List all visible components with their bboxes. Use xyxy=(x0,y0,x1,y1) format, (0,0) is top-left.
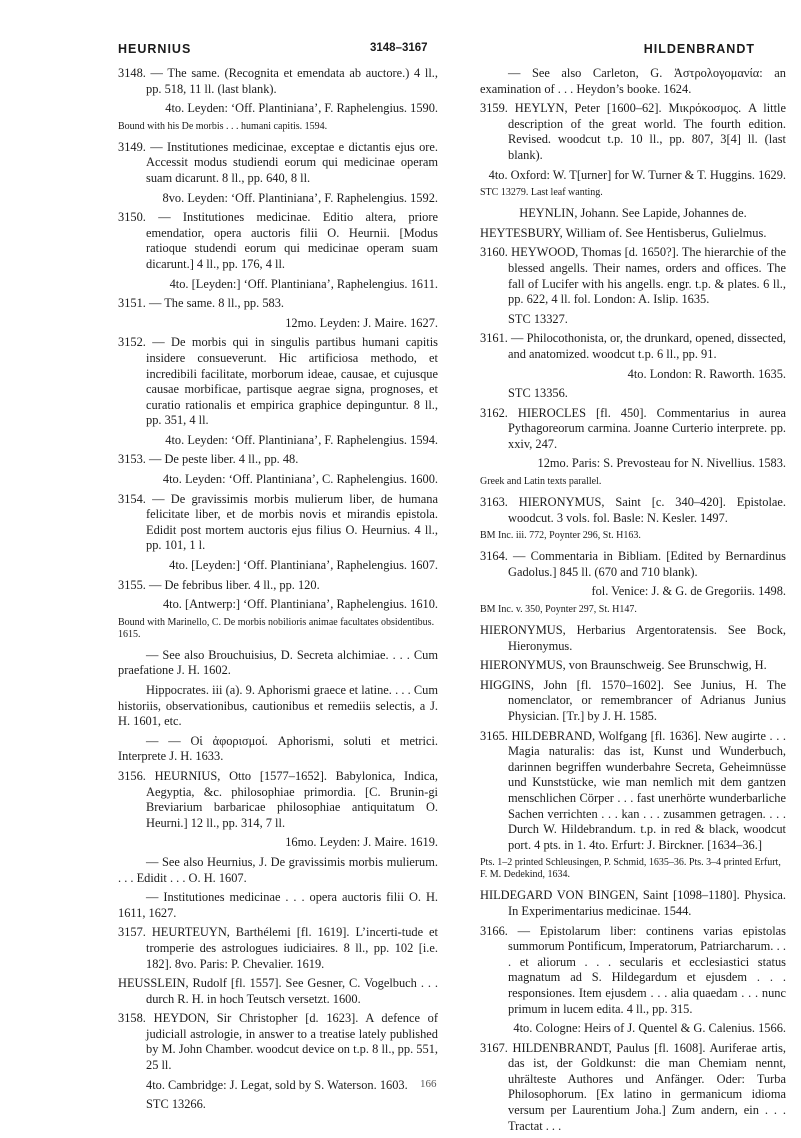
imprint: 4to. [Antwerp:] ‘Off. Plantiniana’, Raphelengius. 1610. xyxy=(162,597,438,612)
entry-3148: 3148. — The same. (Recognita et emendata ab auctore.) 4 ll., pp. 518, 11 ll. (last blank). xyxy=(118,66,438,96)
entry-3149: 3149. — Institutiones medicinae, exceptae e dictantis ejus ore. Accessit modus studiendi eorum qui medicinae operam suam dicarunt. 8 ll., pp. 640, 8 ll. xyxy=(118,139,438,185)
heading-higgins: HIGGINS, John [fl. 1570–1602]. See Junius, H. The nomenclator, or remembrancer of Adrianus Junius Physician. [Tr.] by J. H. 1585. xyxy=(480,677,786,723)
entry-3162: 3162. HIEROCLES [fl. 450]. Commentarius in aurea Pythagoreorum carmina. Joanne Curterio interprete. pp. xxiv, 247. xyxy=(480,405,786,451)
entry-3153: 3153. — De peste liber. 4 ll., pp. 48. xyxy=(118,452,299,467)
imprint: 4to. Leyden: ‘Off. Plantiniana’, C. Raphelengius. 1600. xyxy=(162,472,438,487)
entry-3161: 3161. — Philocothonista, or, the drunkard, opened, dissected, and anatomized. woodcut t.p. 6 ll., pp. 91. xyxy=(480,331,786,361)
entry-3154: 3154. — De gravissimis morbis mulierum liber, de humana felicitate liber, et de morbis novis et mirandis epistola. Edidit post mortem auctoris ejus filius O. Heurnius. 4 ll., pp. 101, 1 l. xyxy=(118,491,438,553)
entry-3167: 3167. HILDENBRANDT, Paulus [fl. 1608]. Auriferae artis, das ist, der Goldkunst: die man Chemiam nennt, uhrälteste Authores und Anfänger. Oder: Turba Philosophorum. [Ex latino in germanicum idioma versum per Laurentium Joha.] Zum andern, ein . . . Tractat . . . xyxy=(480,1040,786,1133)
entry-3166: 3166. — Epistolarum liber: continens varias epistolas summorum Pontificum, Imperatorum, Patriarcharum. . . . et aliorum . . . secularis et ecclesiastici status magnatum ad S. Hildegardum et ejusdem . . . responsiones. Item ejusdem . . . alia quaedam . . . nunc primum in lucem edita. 4 ll., pp. 315. xyxy=(480,923,786,1016)
heading-heynlin: HEYNLIN, Johann. See Lapide, Johannes de. xyxy=(519,206,747,221)
left-column xyxy=(118,66,438,1117)
cross-reference: — See also Brouchuisius, D. Secreta alchimiae. . . . Cum praefatione J. H. 1602. xyxy=(118,647,438,678)
entry-3160: 3160. HEYWOOD, Thomas [d. 1650?]. The hierarchie of the blessed angells. Their names, orders and offices. The fall of Lucifer with his angells. engr. t.p. & plates. 6 ll., pp. 622, 4 ll. fol. London: A. Islip. 1635. xyxy=(480,245,786,307)
imprint: 12mo. Paris: S. Prevosteau for N. Nivellius. 1583. xyxy=(537,456,786,471)
right-column xyxy=(480,66,786,1138)
heading-hieronymus-herbarius: HIERONYMUS, Herbarius Argentoratensis. See Bock, Hieronymus. xyxy=(480,623,786,653)
imprint: 4to. London: R. Raworth. 1635. xyxy=(627,366,786,381)
cross-reference: — — Οἱ ἀφορισμοί. Aphorismi, soluti et metrici. Interprete J. H. 1633. xyxy=(118,733,438,764)
imprint: 4to. Cologne: Heirs of J. Quentel & G. Calenius. 1566. xyxy=(513,1021,786,1036)
header-right: HILDENBRANDT xyxy=(643,42,755,56)
imprint: 16mo. Leyden: J. Maire. 1619. xyxy=(285,835,438,850)
heading-heytesbury: HEYTESBURY, William of. See Hentisberus, Gulielmus. xyxy=(480,225,767,240)
cross-reference: Hippocrates. iii (a). 9. Aphorismi graece et latine. . . . Cum historiis, observationibus, cautionibus et remediis selectis, a J. H. 1601, etc. xyxy=(118,683,438,729)
heading-hildegard: HILDEGARD VON BINGEN, Saint [1098–1180]. Physica. In Experimentarius medicinae. 1544. xyxy=(480,888,786,918)
note: Bound with his De morbis . . . humani capitis. 1594. xyxy=(118,120,328,132)
imprint: 12mo. Leyden: J. Maire. 1627. xyxy=(285,315,438,330)
entry-3158: 3158. HEYDON, Sir Christopher [d. 1623]. A defence of judiciall astrologie, in answer to a treatise lately published by M. John Chamber. woodcut device on t.p. 8 ll., pp. 551, 25 ll. xyxy=(118,1011,438,1073)
imprint: 4to. Oxford: W. T[urner] for W. Turner & T. Huggins. 1629. xyxy=(488,167,786,182)
entry-3164: 3164. — Commentaria in Bibliam. [Edited by Bernardinus Gadolus.] 845 ll. (670 and 710 blank). xyxy=(480,549,786,579)
header-left: HEURNIUS xyxy=(118,42,192,56)
entry-3165: 3165. HILDEBRAND, Wolfgang [fl. 1636]. New augirte . . . Magia naturalis: das ist, Kunst und Wunderbuch, darinnen begriffen wunderbahre Secreta, Geheimnüsse und Kunststücke, wie man nemlich mit dem gantzen menschlichen Cörper . . . fast unerhörte wunderbarliche Sachen verrichten . . . kan . . . zusammen getragen. . . . Durch W. Hildebrandum. t.p. in red & black, woodcut port. 4 pts. in 1. 4to. Erfurt: J. Birckner. [1634–36.] xyxy=(480,728,786,852)
imprint: 4to. Leyden: ‘Off. Plantiniana’, F. Raphelengius. 1594. xyxy=(165,432,438,447)
entry-3150: 3150. — Institutiones medicinae. Editio altera, priore emendatior, opera auctoris filii O. Heurnii. [Modus ratioque studendi eorum qui medicinae operam suam dicarunt.] 4 ll., pp. 176, 4 ll. xyxy=(118,210,438,271)
entry-3155: 3155. — De febribus liber. 4 ll., pp. 120. xyxy=(118,577,320,592)
running-header xyxy=(118,42,755,64)
entry-3157: 3157. HEURTEUYN, Barthélemi [fl. 1619]. L’incerti-tude et tromperie des astrologues iudiciaires. 8 ll., pp. 102 [i.e. 182]. 8vo. Paris: P. Chevalier. 1619. xyxy=(118,925,438,971)
page-number: 166 xyxy=(420,1078,437,1090)
stc-number: STC 13327. xyxy=(508,311,568,326)
entry-3152: 3152. — De morbis qui in singulis partibus humani capitis insidere consueverunt. Hic artificiosa methodo, et incredibili facilitate, morborum ideae, causae, et cujusque causae morbificae, partisque aegrae signa, prognoses, et curatio rationalis et empirica graphice depinguntur. 8 ll., pp. 351, 4 ll. xyxy=(118,335,438,428)
imprint: 4to. [Leyden:] ‘Off. Plantiniana’, Raphelengius. 1607. xyxy=(169,558,438,573)
heading-heusslein: HEUSSLEIN, Rudolf [fl. 1557]. See Gesner, C. Vogelbuch . . . durch R. H. in hoch Teutsch versetzt. 1600. xyxy=(118,976,438,1006)
imprint: 4to. Cambridge: J. Legat, sold by S. Waterson. 1603. xyxy=(146,1077,408,1092)
stc-number: STC 13356. xyxy=(508,386,568,401)
imprint: fol. Venice: J. & G. de Gregoriis. 1498. xyxy=(591,584,786,599)
note: STC 13279. Last leaf wanting. xyxy=(480,187,603,199)
note: BM Inc. v. 350, Poynter 297, St. H147. xyxy=(480,604,637,616)
note: Bound with Marinello, C. De morbis nobilioris animae facultates obsidentibus. 1615. xyxy=(118,616,435,640)
note: Pts. 1–2 printed Schleusingen, P. Schmid, 1635–36. Pts. 3–4 printed Erfurt, F. M. Dedekind, 1634. xyxy=(480,857,781,881)
stc-number: STC 13266. xyxy=(146,1097,206,1112)
entry-3156: 3156. HEURNIUS, Otto [1577–1652]. Babylonica, Indica, Aegyptia, &c. philosophiae primordia. [C. Brunin-gi Breviarium barbaricae philosophiae antiquitatum O. Heurni.] 12 ll., pp. 314, 7 ll. xyxy=(118,768,438,830)
heading-hieronymus-braunschweig: HIERONYMUS, von Braunschweig. See Brunschwig, H. xyxy=(480,658,767,673)
entry-3151: 3151. — The same. 8 ll., pp. 583. xyxy=(118,296,284,311)
cross-reference: — See also Carleton, G. Ἀστρολογομανία: an examination of . . . Heydon’s booke. 1624. xyxy=(480,66,786,96)
header-center: 3148–3167 xyxy=(370,42,428,54)
note: BM Inc. iii. 772, Poynter 296, St. H163. xyxy=(480,530,641,542)
cross-reference: — Institutiones medicinae . . . opera auctoris filii O. H. 1611, 1627. xyxy=(118,890,438,920)
note: Greek and Latin texts parallel. xyxy=(480,476,602,488)
imprint: 8vo. Leyden: ‘Off. Plantiniana’, F. Raphelengius. 1592. xyxy=(162,190,438,205)
cross-reference: — See also Heurnius, J. De gravissimis morbis mulierum. . . . Edidit . . . O. H. 1607. xyxy=(118,854,438,885)
imprint: 4to. Leyden: ‘Off. Plantiniana’, F. Raphelengius. 1590. xyxy=(165,101,438,116)
entry-3163: 3163. HIERONYMUS, Saint [c. 340–420]. Epistolae. woodcut. 3 vols. fol. Basle: N. Kesler. 1497. xyxy=(480,495,786,525)
entry-3159: 3159. HEYLYN, Peter [1600–62]. Μικρόκοσμος. A little description of the great world. The fourth edition. Revised. woodcut t.p. 10 ll., pp. 807, 3[4] ll. (last blank). xyxy=(480,101,786,162)
imprint: 4to. [Leyden:] ‘Off. Plantiniana’, Raphelengius. 1611. xyxy=(169,276,438,291)
